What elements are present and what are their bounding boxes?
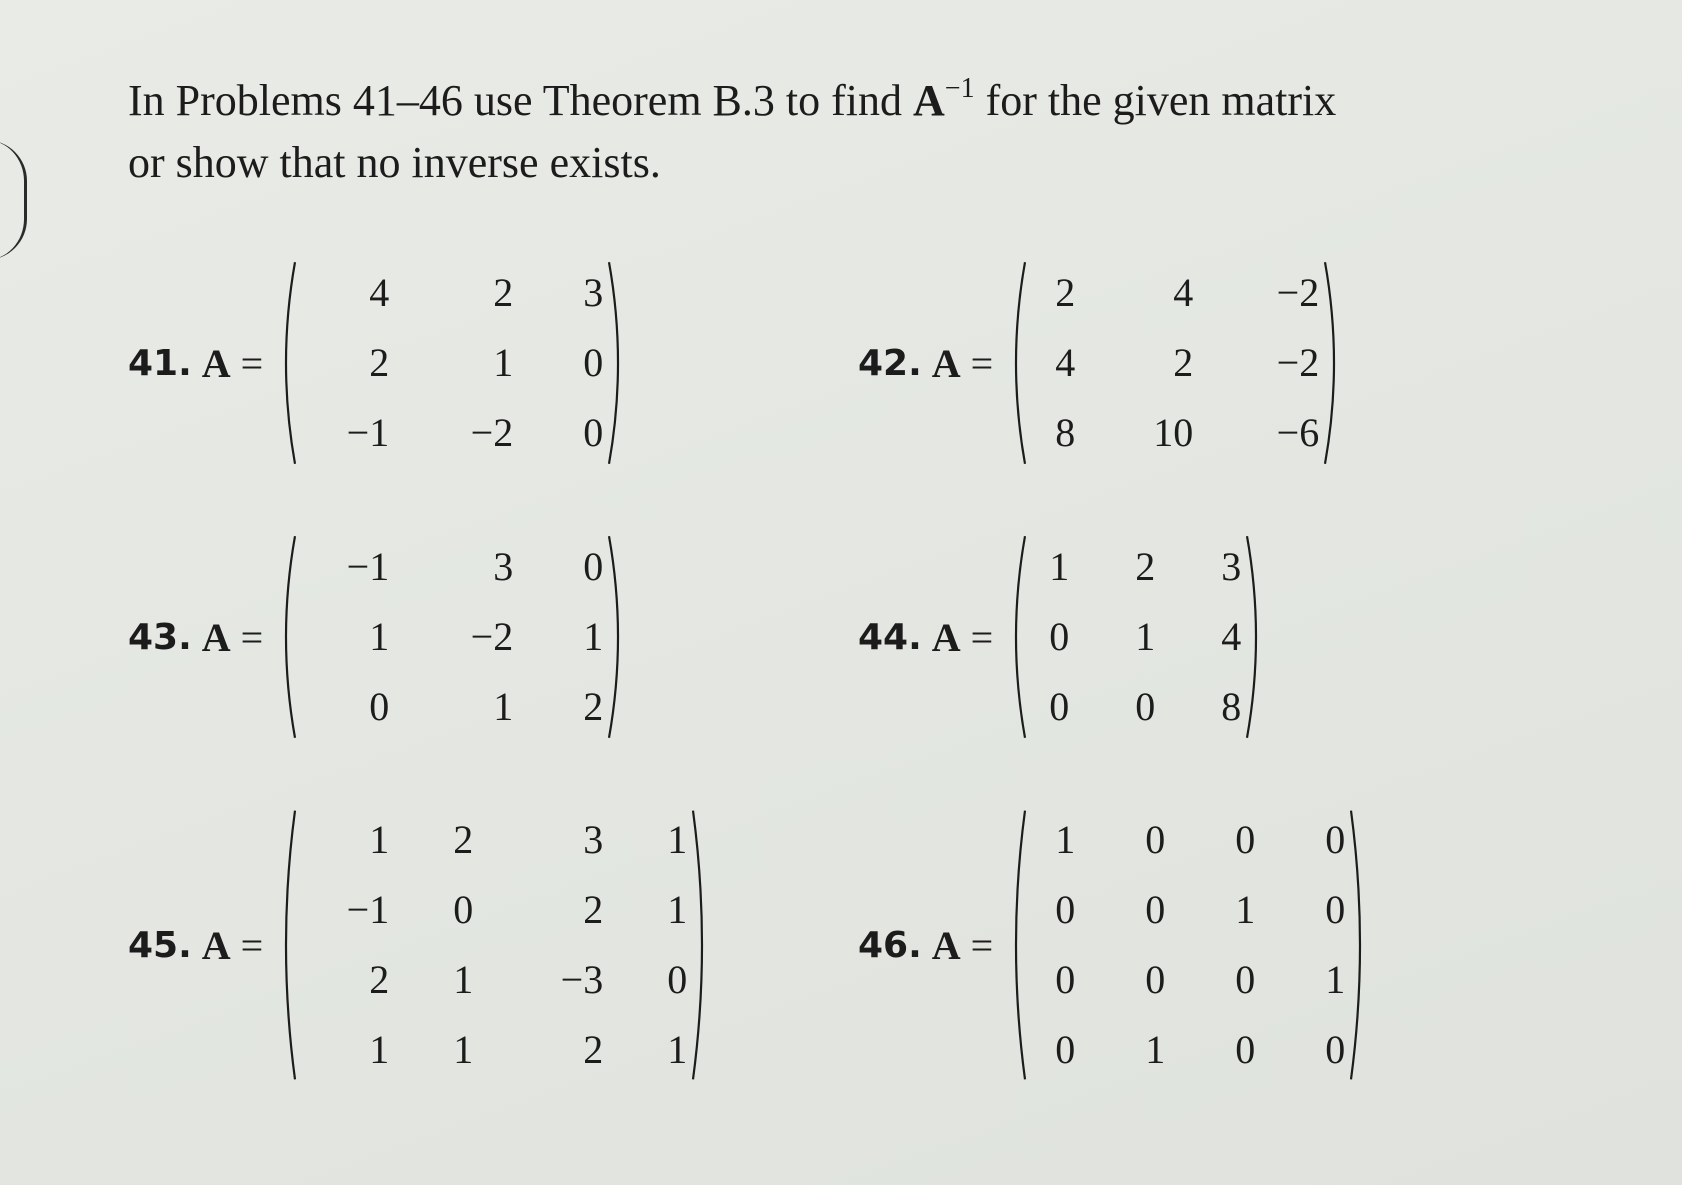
matrix-entry: −1 (346, 544, 390, 589)
matrix-entry: 8 (1221, 684, 1242, 729)
instructions-line-1 (128, 70, 1548, 132)
matrix-entry: 2 (583, 1027, 604, 1072)
equation-lhs (932, 614, 993, 661)
matrix-entry: 2 (1055, 270, 1076, 315)
matrix-entry: 1 (493, 684, 514, 729)
matrix-entry: −1 (346, 410, 390, 455)
matrix-entry: 0 (1055, 887, 1076, 932)
problem-number: 43. (128, 616, 192, 658)
matrix-entry: 1 (369, 614, 390, 659)
matrix-entries (1031, 805, 1345, 1085)
matrix-entry: 0 (1135, 684, 1156, 729)
left-parenthesis (275, 258, 301, 468)
matrix (275, 532, 629, 742)
left-parenthesis (1005, 805, 1031, 1085)
matrix-entry: 1 (1135, 614, 1156, 659)
matrix-entry: 4 (1173, 270, 1194, 315)
equation-lhs (932, 340, 993, 387)
matrix-entry: 3 (1221, 544, 1242, 589)
matrix-entry: 0 (1235, 957, 1256, 1002)
matrix-entry: 4 (1221, 614, 1242, 659)
matrix-entry: 0 (1055, 1027, 1076, 1072)
matrix-name: A (931, 922, 961, 968)
right-parenthesis (603, 532, 629, 742)
matrix-name: A (931, 340, 961, 386)
matrix-entry: 1 (1235, 887, 1256, 932)
equals-sign: = (970, 340, 994, 386)
matrix-name: A (201, 614, 231, 660)
problem-number: 46. (858, 924, 922, 966)
matrix-entry: 0 (583, 410, 604, 455)
problem-45 (128, 805, 713, 1085)
inverse-exponent: −1 (944, 73, 975, 104)
problem-46 (858, 805, 1371, 1085)
matrix (1005, 258, 1345, 468)
equation-lhs (932, 922, 993, 969)
instructions-text-b: for the given matrix (974, 76, 1337, 125)
right-parenthesis (603, 258, 629, 468)
matrix-entry: 1 (369, 1027, 390, 1072)
matrix-entry: 1 (369, 817, 390, 862)
left-parenthesis (275, 532, 301, 742)
right-parenthesis (1345, 805, 1371, 1085)
matrix-entry: 0 (583, 544, 604, 589)
matrix-entry: −2 (1276, 340, 1320, 385)
equation-lhs (202, 614, 263, 661)
matrix-entry: 1 (667, 887, 688, 932)
matrix-entry: 0 (1049, 684, 1070, 729)
matrix (1005, 805, 1371, 1085)
matrix-entry: −2 (470, 410, 514, 455)
right-parenthesis (1319, 258, 1345, 468)
matrix-entry: 2 (369, 957, 390, 1002)
instructions-text-a: In Problems 41–46 use Theorem B.3 to find (128, 76, 913, 125)
matrix-entry: 0 (1325, 1027, 1346, 1072)
matrix-entry: 8 (1055, 410, 1076, 455)
matrix-entry: 1 (1049, 544, 1070, 589)
problem-42 (858, 258, 1345, 468)
matrix (1005, 532, 1267, 742)
equation-lhs (202, 922, 263, 969)
matrix-entry: 2 (1173, 340, 1194, 385)
matrix-entry: 1 (1055, 817, 1076, 862)
left-parenthesis (275, 805, 301, 1085)
right-parenthesis (1241, 532, 1267, 742)
matrix-entry: −2 (1276, 270, 1320, 315)
matrix-entry: 0 (369, 684, 390, 729)
matrix-entry: 0 (1145, 817, 1166, 862)
matrix-entry: −6 (1276, 410, 1320, 455)
matrix-entries (301, 805, 687, 1085)
matrix-entries (301, 532, 603, 742)
matrix-name: A (201, 340, 231, 386)
matrix-entry: 3 (583, 270, 604, 315)
instructions (128, 70, 1548, 194)
equals-sign: = (970, 922, 994, 968)
matrix-entry: 0 (583, 340, 604, 385)
matrix-entry: 0 (1325, 887, 1346, 932)
matrix-entry: −1 (346, 887, 390, 932)
matrix-symbol: A (913, 76, 945, 125)
matrix-entry: 0 (1325, 817, 1346, 862)
matrix (275, 805, 713, 1085)
matrix-entry: 0 (1235, 817, 1256, 862)
matrix-entry: 4 (369, 270, 390, 315)
matrix-entry: 2 (1135, 544, 1156, 589)
matrix-entry: 2 (369, 340, 390, 385)
problem-43 (128, 532, 629, 742)
page-edge-mark (0, 140, 27, 260)
matrix-entry: 0 (453, 887, 474, 932)
equals-sign: = (240, 340, 264, 386)
matrix-entry: 0 (1145, 957, 1166, 1002)
problem-number: 45. (128, 924, 192, 966)
matrix-entry: 0 (1055, 957, 1076, 1002)
matrix-entry: 3 (583, 817, 604, 862)
matrix-entries (1031, 532, 1241, 742)
equals-sign: = (240, 922, 264, 968)
matrix-entry: 0 (1145, 887, 1166, 932)
equals-sign: = (240, 614, 264, 660)
matrix-entry: 1 (453, 957, 474, 1002)
matrix-entry: 0 (1049, 614, 1070, 659)
matrix-entry: 1 (583, 614, 604, 659)
matrix-entry: 2 (493, 270, 514, 315)
matrix-entry: 3 (493, 544, 514, 589)
matrix-entry: 1 (453, 1027, 474, 1072)
right-parenthesis (687, 805, 713, 1085)
equals-sign: = (970, 614, 994, 660)
problem-number: 41. (128, 342, 192, 384)
matrix-entry: 2 (583, 887, 604, 932)
matrix-entry: −2 (470, 614, 514, 659)
problem-number: 44. (858, 616, 922, 658)
matrix-name: A (201, 922, 231, 968)
matrix-entry: 1 (493, 340, 514, 385)
matrix-entry: 10 (1153, 410, 1194, 455)
left-parenthesis (1005, 532, 1031, 742)
matrix-entry: 1 (1145, 1027, 1166, 1072)
problem-44 (858, 532, 1267, 742)
matrix-entry: 2 (583, 684, 604, 729)
left-parenthesis (1005, 258, 1031, 468)
matrix-name: A (931, 614, 961, 660)
matrix-entry: 1 (667, 1027, 688, 1072)
matrix-entry: 4 (1055, 340, 1076, 385)
matrix (275, 258, 629, 468)
instructions-line-2: or show that no inverse exists. (128, 138, 661, 187)
equation-lhs (202, 340, 263, 387)
matrix-entry: 0 (1235, 1027, 1256, 1072)
problem-number: 42. (858, 342, 922, 384)
matrix-entry: 2 (453, 817, 474, 862)
matrix-entries (1031, 258, 1319, 468)
matrix-entry: 0 (667, 957, 688, 1002)
matrix-entry: 1 (667, 817, 688, 862)
matrix-entry: −3 (560, 957, 604, 1002)
problem-41 (128, 258, 629, 468)
matrix-entry: 1 (1325, 957, 1346, 1002)
matrix-entries (301, 258, 603, 468)
